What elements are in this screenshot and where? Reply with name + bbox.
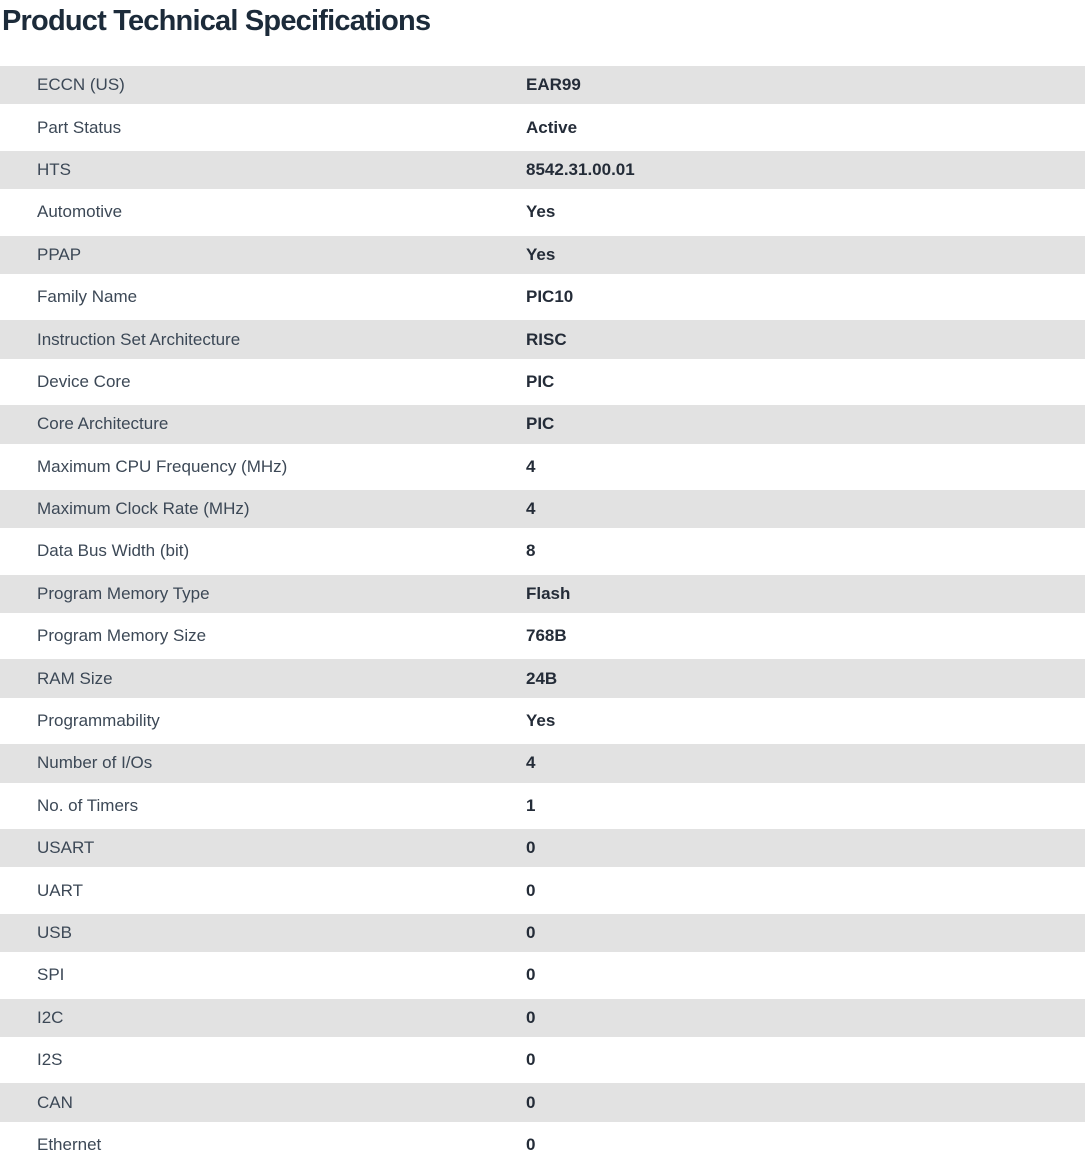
spec-row-value: 1 [526,795,536,815]
spec-row-label: USART [37,838,95,858]
spec-row-label: I2C [37,1007,64,1027]
spec-row-value: Yes [526,711,556,731]
spec-row [0,361,1085,403]
spec-row-value: 0 [526,838,536,858]
spec-row [0,191,1085,233]
spec-row [0,446,1085,488]
spec-row-label: RAM Size [37,668,113,688]
spec-row [0,742,1085,784]
spec-row-label: Instruction Set Architecture [37,329,241,349]
spec-row-value: 4 [526,499,536,519]
spec-row-value: 0 [526,1092,536,1112]
spec-row-value: Flash [526,583,571,603]
spec-row-value: RISC [526,329,567,349]
spec-row-value: 0 [526,1007,536,1027]
spec-row [0,869,1085,911]
spec-row-value: Yes [526,244,556,264]
spec-row-label: Programmability [37,711,160,731]
spec-row-value: 768B [526,626,567,646]
spec-row-label: Data Bus Width (bit) [37,541,190,561]
spec-row-label: CAN [37,1092,73,1112]
spec-row-value: PIC10 [526,287,574,307]
spec-row [0,488,1085,530]
spec-row [0,785,1085,827]
spec-row-value: EAR99 [526,75,581,95]
spec-row-value: 0 [526,1134,536,1154]
spec-row [0,1039,1085,1081]
spec-row-label: UART [37,880,83,900]
spec-row [0,106,1085,148]
spec-row-value: 0 [526,880,536,900]
spec-row-value: 4 [526,456,536,476]
spec-row [0,997,1085,1039]
spec-row [0,403,1085,445]
spec-row [0,1124,1085,1166]
spec-row [0,234,1085,276]
spec-row-label: Ethernet [37,1134,102,1154]
spec-row-label: I2S [37,1050,63,1070]
spec-row-label: PPAP [37,244,82,264]
spec-row-label: Device Core [37,371,131,391]
spec-row [0,700,1085,742]
spec-row-label: No. of Timers [37,795,139,815]
spec-row-label: Maximum CPU Frequency (MHz) [37,456,288,476]
spec-row [0,530,1085,572]
spec-row-label: Program Memory Size [37,626,207,646]
spec-row [0,615,1085,657]
spec-row-label: Core Architecture [37,414,169,434]
spec-row-value: PIC [526,414,555,434]
spec-row-value: 0 [526,1050,536,1070]
spec-row [0,573,1085,615]
page-title: Product Technical Specifications [2,5,431,37]
spec-row-value: Active [526,117,578,137]
spec-row-value: Yes [526,202,556,222]
spec-row [0,912,1085,954]
spec-row [0,657,1085,699]
spec-row-label: Family Name [37,287,138,307]
spec-row-label: USB [37,923,72,942]
spec-row-label: Part Status [37,117,122,137]
spec-row-label: ECCN (US) [37,75,125,95]
spec-row-label: SPI [37,965,65,985]
spec-row [0,149,1085,191]
spec-row-label: Maximum Clock Rate (MHz) [37,499,250,519]
spec-row [0,827,1085,869]
spec-row-label: Program Memory Type [37,583,210,603]
spec-row [0,1081,1085,1123]
spec-row [0,276,1085,318]
spec-row-value: 4 [526,753,536,773]
spec-row-label: HTS [37,159,71,179]
spec-row-value: 0 [526,923,536,942]
spec-row [0,954,1085,996]
spec-row-value: 0 [526,965,536,985]
spec-table [0,64,1085,1166]
spec-row-value: PIC [526,371,555,391]
spec-row-label: Number of I/Os [37,753,153,773]
spec-row-value: 24B [526,668,558,688]
spec-row [0,318,1085,360]
spec-row-value: 8542.31.00.01 [526,159,635,179]
spec-row [0,64,1085,106]
spec-row-value: 8 [526,541,536,561]
spec-row-label: Automotive [37,202,123,222]
